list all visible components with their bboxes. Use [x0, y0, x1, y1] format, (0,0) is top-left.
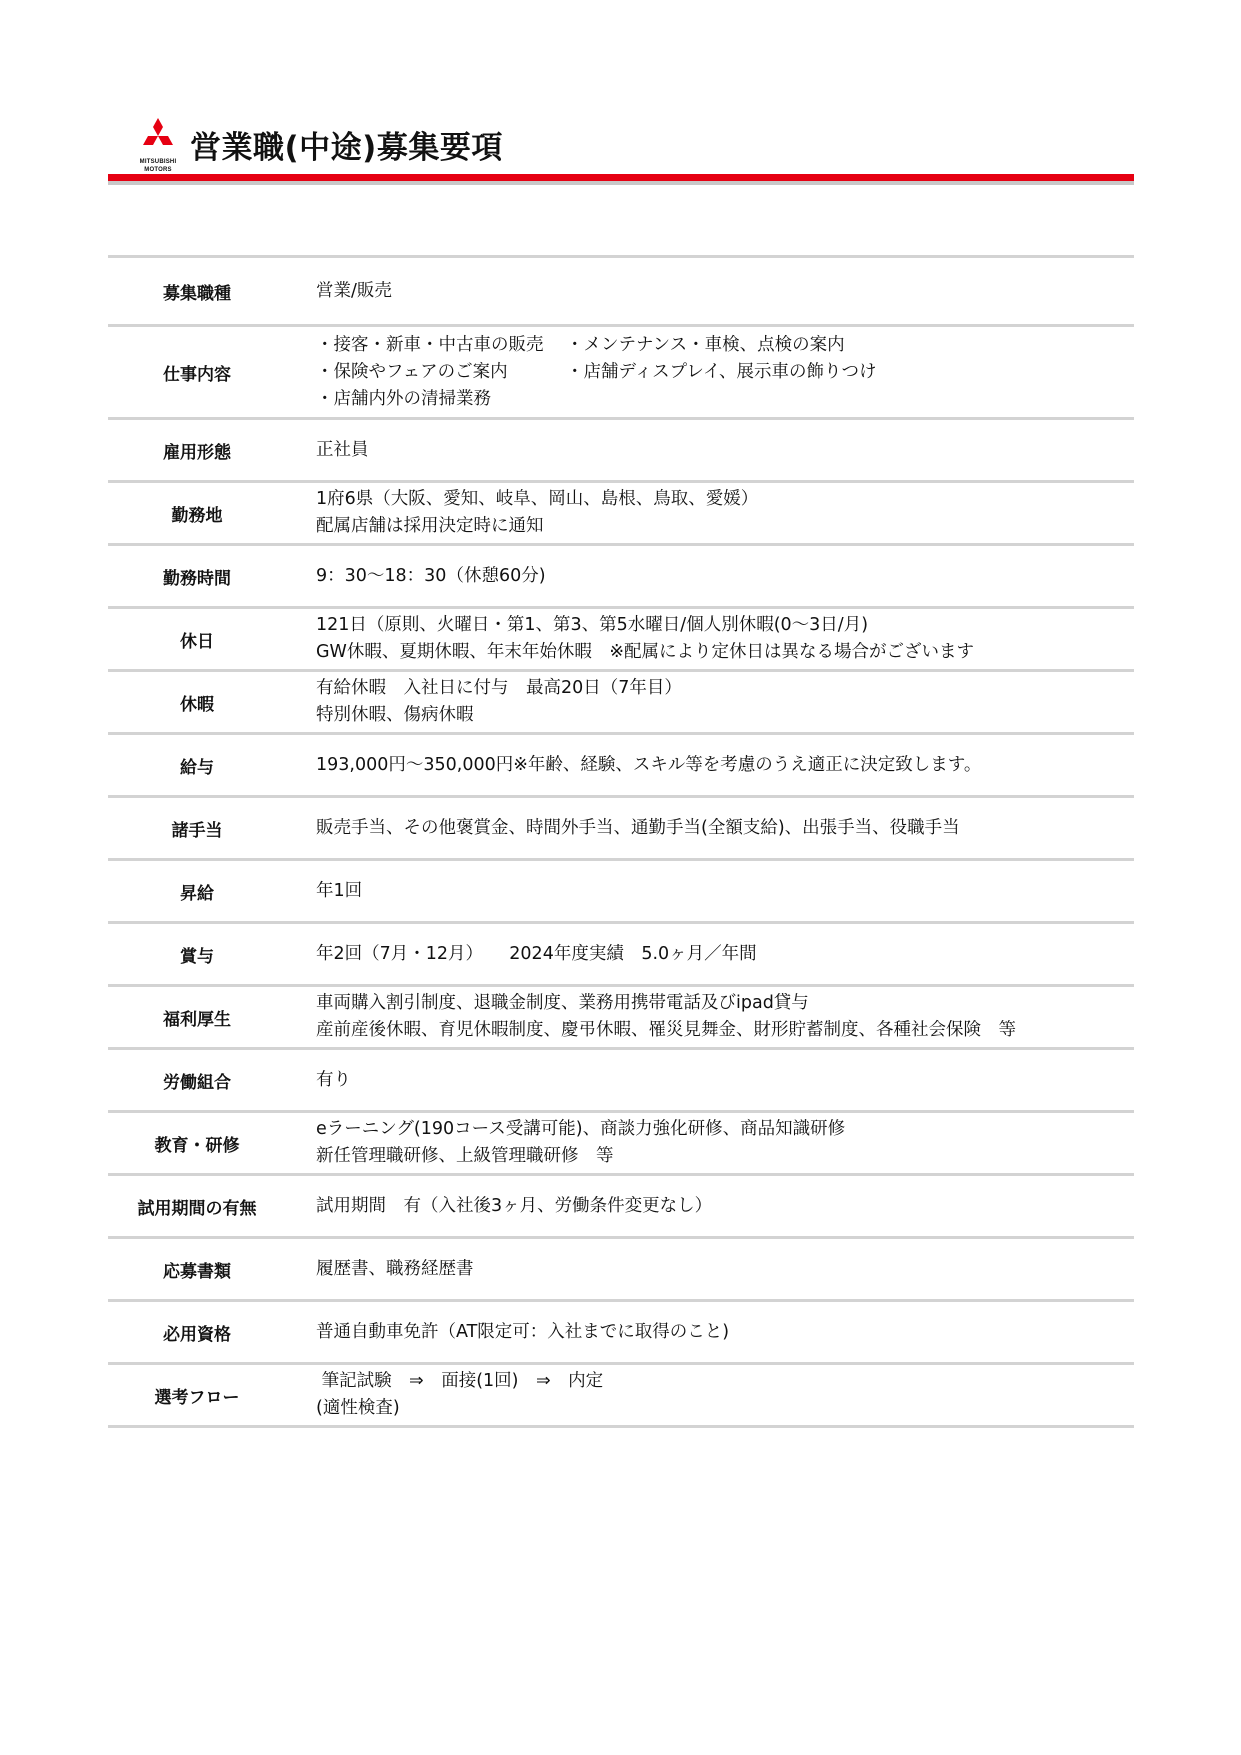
row-label: 勤務時間 — [163, 568, 231, 589]
row-value — [286, 1067, 1134, 1094]
logo-text-motors: MOTORS — [144, 167, 172, 173]
row-label: 昇給 — [180, 883, 214, 904]
row-label: 勤務地 — [171, 505, 223, 526]
row-label: 仕事内容 — [163, 364, 231, 385]
value-line: 特別休暇、傷病休暇 — [316, 705, 474, 725]
row-label: 福利厚生 — [163, 1009, 231, 1030]
row-label: 選考フロー — [154, 1387, 240, 1408]
table-row — [108, 546, 1134, 606]
row-label: 教育・研修 — [154, 1135, 240, 1156]
value-line: 筆記試験 ⇒ 面接(1回) ⇒ 内定 — [316, 1371, 604, 1391]
row-label: 休暇 — [180, 694, 214, 715]
row-value — [286, 752, 1134, 779]
value-line — [316, 359, 1134, 386]
row-label: 募集職種 — [163, 283, 231, 304]
row-label: 休日 — [180, 631, 214, 652]
table-row — [108, 327, 1134, 417]
value-line: 車両購入割引制度、退職金制度、業務用携帯電話及びipad貸与 — [316, 993, 809, 1013]
value-col-2: ・店舗ディスプレイ、展示車の飾りつけ — [566, 361, 877, 382]
value-col-1: ・店舗内外の清掃業務 — [316, 388, 491, 409]
value-line: 193,000円〜350,000円※年齢、経験、スキル等を考慮のうえ適正に決定致します。 — [316, 754, 982, 775]
value-line: 1府6県（大阪、愛知、岐阜、岡山、島根、鳥取、愛媛） — [316, 489, 759, 509]
value-line — [316, 332, 1134, 359]
table-row — [108, 924, 1134, 984]
header-red-rule — [108, 174, 1134, 181]
row-value — [286, 278, 1134, 305]
row-value — [286, 563, 1134, 590]
value-line: 9：30〜18：30（休憩60分) — [316, 565, 546, 586]
value-line: 販売手当、その他褒賞金、時間外手当、通勤手当(全額支給)、出張手当、役職手当 — [316, 817, 960, 838]
row-label: 労働組合 — [163, 1072, 231, 1093]
row-value — [286, 1116, 1134, 1170]
row-value — [286, 332, 1134, 413]
table-row — [108, 861, 1134, 921]
value-line: 新任管理職研修、上級管理職研修 等 — [316, 1146, 614, 1166]
table-row — [108, 1365, 1134, 1425]
row-label: 給与 — [180, 757, 214, 778]
table-row — [108, 1302, 1134, 1362]
value-line: 産前産後休暇、育児休暇制度、慶弔休暇、罹災見舞金、財形貯蓄制度、各種社会保険 等 — [316, 1020, 1016, 1040]
table-row — [108, 798, 1134, 858]
logo-text-mitsubishi: MITSUBISHI — [139, 159, 177, 165]
value-line: 有給休暇 入社日に付与 最高20日（7年目） — [316, 678, 682, 698]
value-line: 年1回 — [316, 880, 363, 901]
row-label: 必用資格 — [163, 1324, 231, 1345]
row-value — [286, 941, 1134, 968]
value-line: 有り — [316, 1069, 351, 1090]
value-col-1: ・保険やフェアのご案内 — [316, 361, 508, 382]
table-row — [108, 258, 1134, 324]
mitsubishi-logo — [133, 118, 183, 176]
value-col-1: ・接客・新車・中古車の販売 — [316, 334, 544, 355]
row-value — [286, 612, 1134, 666]
table-row — [108, 609, 1134, 669]
value-line: 年2回（7月・12月） 2024年度実績 5.0ヶ月／年間 — [316, 943, 757, 964]
value-col-2: ・メンテナンス・車検、点検の案内 — [566, 334, 845, 355]
page-title: 営業職(中途)募集要項 — [190, 130, 503, 166]
value-line: 試用期間 有（入社後3ヶ月、労働条件変更なし） — [316, 1195, 713, 1216]
row-value — [286, 1368, 1134, 1422]
row-value — [286, 815, 1134, 842]
document-header — [108, 108, 1134, 188]
row-value — [286, 990, 1134, 1044]
recruitment-info-table — [108, 255, 1134, 1428]
row-value — [286, 878, 1134, 905]
table-row — [108, 1239, 1134, 1299]
row-value — [286, 1256, 1134, 1283]
table-row — [108, 987, 1134, 1047]
table-row — [108, 672, 1134, 732]
value-line — [316, 386, 1134, 413]
value-line: 履歴書、職務経歴書 — [316, 1258, 474, 1279]
row-label: 雇用形態 — [163, 442, 231, 463]
table-row — [108, 1050, 1134, 1110]
table-row — [108, 1176, 1134, 1236]
table-row — [108, 420, 1134, 480]
value-line: 配属店舗は採用決定時に通知 — [316, 516, 544, 536]
table-row — [108, 483, 1134, 543]
row-value — [286, 437, 1134, 464]
row-value — [286, 1193, 1134, 1220]
row-label: 諸手当 — [171, 820, 223, 841]
row-label: 試用期間の有無 — [137, 1198, 257, 1219]
row-label: 応募書類 — [163, 1261, 231, 1282]
three-diamonds-icon — [143, 118, 173, 156]
table-row — [108, 1113, 1134, 1173]
value-line: 正社員 — [316, 439, 369, 460]
value-line: eラーニング(190コース受講可能)、商談力強化研修、商品知識研修 — [316, 1119, 846, 1139]
value-line: 営業/販売 — [316, 280, 392, 301]
value-line: (適性検査) — [316, 1398, 400, 1418]
value-line: 121日（原則、火曜日・第1、第3、第5水曜日/個人別休暇(0〜3日/月) — [316, 615, 869, 635]
table-rule — [108, 1425, 1134, 1428]
header-gray-rule — [108, 181, 1134, 185]
row-value — [286, 675, 1134, 729]
row-value — [286, 486, 1134, 540]
row-value — [286, 1319, 1134, 1346]
row-label: 賞与 — [180, 946, 214, 967]
table-row — [108, 735, 1134, 795]
value-line: GW休暇、夏期休暇、年末年始休暇 ※配属により定休日は異なる場合がございます — [316, 642, 975, 662]
value-line: 普通自動車免許（AT限定可：入社までに取得のこと) — [316, 1321, 730, 1342]
